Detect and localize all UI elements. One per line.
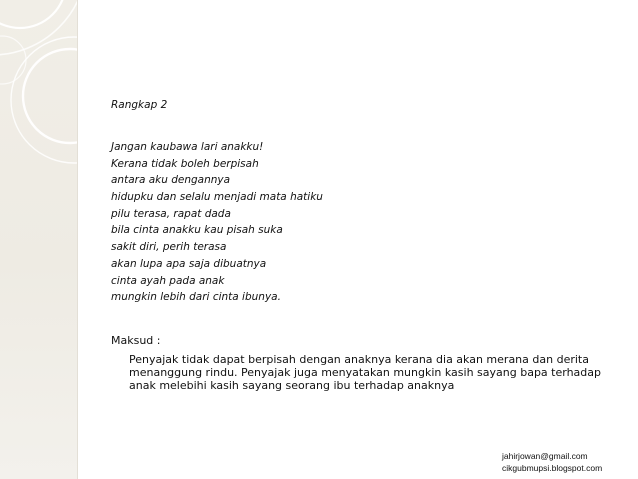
meaning-label: Maksud : <box>111 334 161 347</box>
poem-line: sakit diri, perih terasa <box>111 241 227 254</box>
poem-line: hidupku dan selalu menjadi mata hatiku <box>111 191 323 204</box>
poem-line: mungkin lebih dari cinta ibunya. <box>111 291 281 304</box>
poem-line: cinta ayah pada anak <box>111 274 225 287</box>
poem-line: bila cinta anakku kau pisah suka <box>111 224 283 237</box>
footer-email: jahirjowan@gmail.com <box>502 451 588 461</box>
footer-blog: cikgubmupsi.blogspot.com <box>502 462 603 473</box>
decorative-sidebar <box>0 0 78 479</box>
stanza-title: Rangkap 2 <box>111 99 168 111</box>
meaning-text: Penyajak tidak dapat berpisah dengan anaknya kerana dia akan merana dan derita menanggung rindu. Penyajak juga menyatakan mungkin kasih sayang bapa terhadap anak melebihi kasih sayang seorang ibu terhadap anaknya <box>129 353 601 393</box>
decorative-arcs-graphic <box>0 0 78 479</box>
poem-line: pilu terasa, rapat dada <box>111 207 231 220</box>
footer-contact <box>502 451 602 474</box>
poem-line: akan lupa apa saja dibuatnya <box>111 257 267 270</box>
poem-stanza <box>111 139 323 306</box>
poem-line: Jangan kaubawa lari anakku! <box>111 141 264 153</box>
poem-line: Kerana tidak boleh berpisah <box>111 157 259 170</box>
poem-line: antara aku dengannya <box>111 174 231 187</box>
